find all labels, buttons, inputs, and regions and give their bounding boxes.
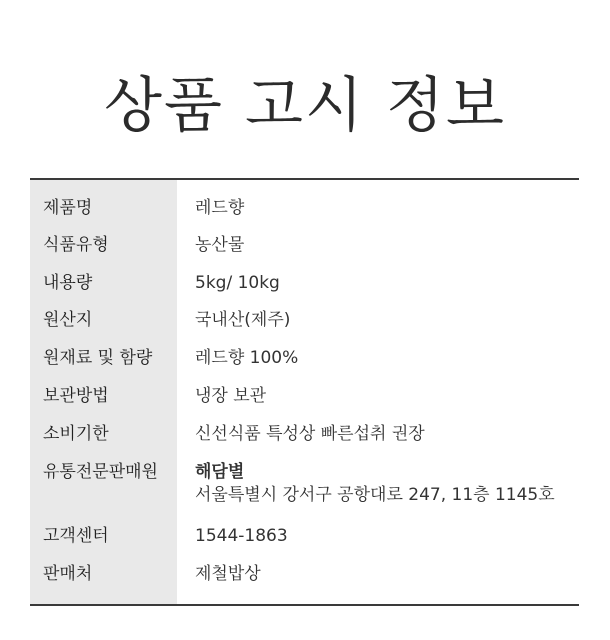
- row-value: 레드향 100%: [195, 348, 299, 368]
- row-value: 5kg/ 10kg: [195, 273, 280, 293]
- distributor-address: 서울특별시 강서구 공항대로 247, 11층 1145호: [195, 485, 555, 505]
- row-value: 레드향: [195, 198, 245, 218]
- row-label: 유통전문판매원: [43, 462, 158, 482]
- row-value: 냉장 보관: [195, 386, 267, 406]
- row-label: 원재료 및 함량: [43, 348, 153, 368]
- row-label: 원산지: [43, 310, 93, 330]
- row-value: 신선식품 특성상 빠른섭취 권장: [195, 424, 425, 444]
- distributor-name: 해담별: [195, 462, 245, 482]
- row-label: 판매처: [43, 564, 93, 584]
- row-value: 농산물: [195, 235, 245, 255]
- row-label: 고객센터: [43, 526, 109, 546]
- page-title: 상품 고시 정보: [104, 71, 506, 141]
- row-value: 1544-1863: [195, 526, 288, 546]
- row-label: 보관방법: [43, 386, 109, 406]
- row-value: 국내산(제주): [195, 310, 291, 330]
- row-label: 내용량: [43, 273, 93, 293]
- row-value: [195, 461, 575, 507]
- row-label: 제품명: [43, 198, 93, 218]
- row-value: 제철밥상: [195, 564, 261, 584]
- row-label: 소비기한: [43, 424, 109, 444]
- row-label: 식품유형: [43, 235, 109, 255]
- product-info-table: [30, 178, 579, 606]
